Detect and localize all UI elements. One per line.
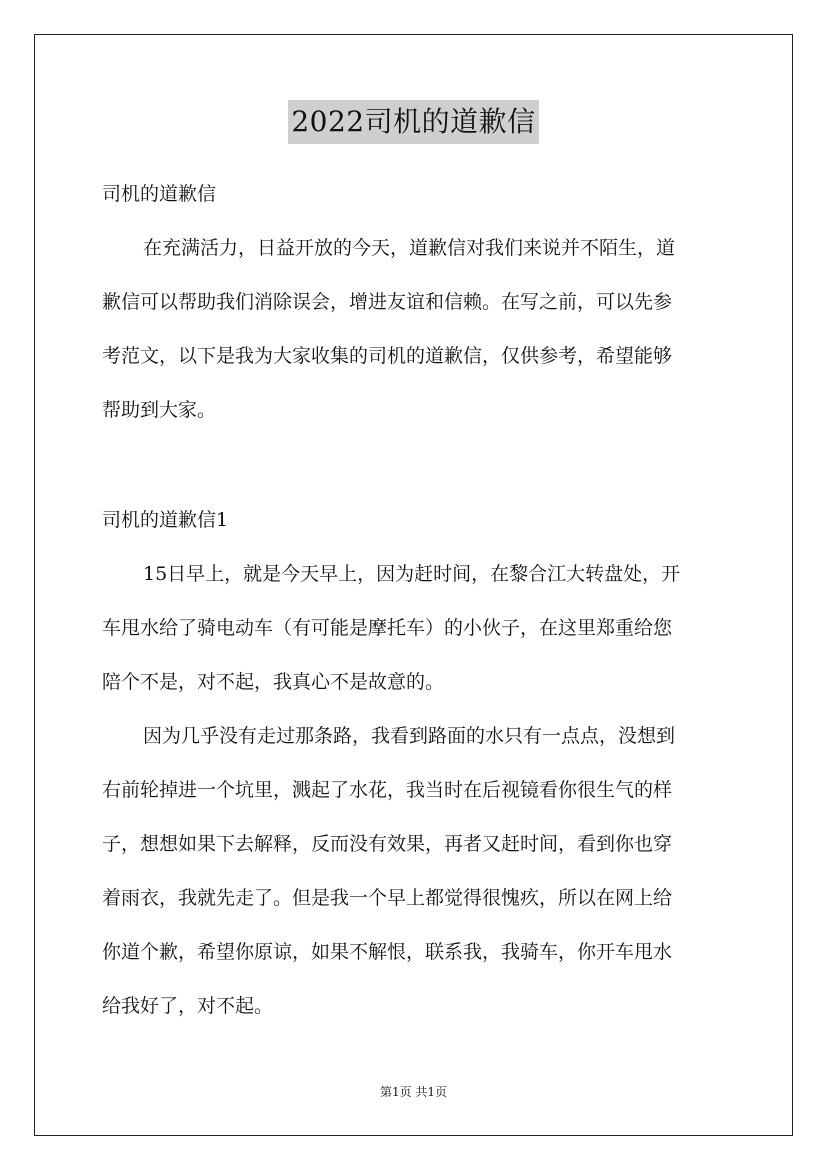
- paragraph-line: 右前轮掉进一个坑里，溅起了水花，我当时在后视镜看你很生气的样: [102, 779, 673, 801]
- paragraph-line: 给我好了，对不起。: [102, 995, 274, 1017]
- subtitle: 司机的道歉信: [102, 183, 217, 205]
- paragraph-line: 歉信可以帮助我们消除误会，增进友谊和信赖。在写之前，可以先参: [102, 291, 673, 313]
- paragraph-line: 陪个不是，对不起，我真心不是故意的。: [102, 671, 445, 693]
- paragraph-line: 在充满活力，日益开放的今天，道歉信对我们来说并不陌生，道: [143, 237, 676, 259]
- document-title-block: [0, 100, 827, 144]
- paragraph-line: 帮助到大家。: [102, 399, 217, 421]
- paragraph-line: 考范文，以下是我为大家收集的司机的道歉信，仅供参考，希望能够: [102, 345, 673, 367]
- section-heading: 司机的道歉信1: [102, 509, 229, 531]
- paragraph-line: 你道个歉，希望你原谅，如果不解恨，联系我，我骑车，你开车甩水: [102, 941, 673, 963]
- paragraph-line: 15日早上，就是今天早上，因为赶时间，在黎合江大转盘处，开: [143, 563, 681, 585]
- paragraph-line: 子，想想如果下去解释，反而没有效果，再者又赶时间，看到你也穿: [102, 833, 673, 855]
- page-footer: 第1页 共1页: [379, 1085, 448, 1099]
- document-title: 2022司机的道歉信: [288, 100, 538, 144]
- paragraph-line: 车甩水给了骑电动车（有可能是摩托车）的小伙子，在这里郑重给您: [102, 617, 673, 639]
- paragraph-line: 着雨衣，我就先走了。但是我一个早上都觉得很愧疚，所以在网上给: [102, 887, 673, 909]
- paragraph-line: 因为几乎没有走过那条路，我看到路面的水只有一点点，没想到: [143, 725, 676, 747]
